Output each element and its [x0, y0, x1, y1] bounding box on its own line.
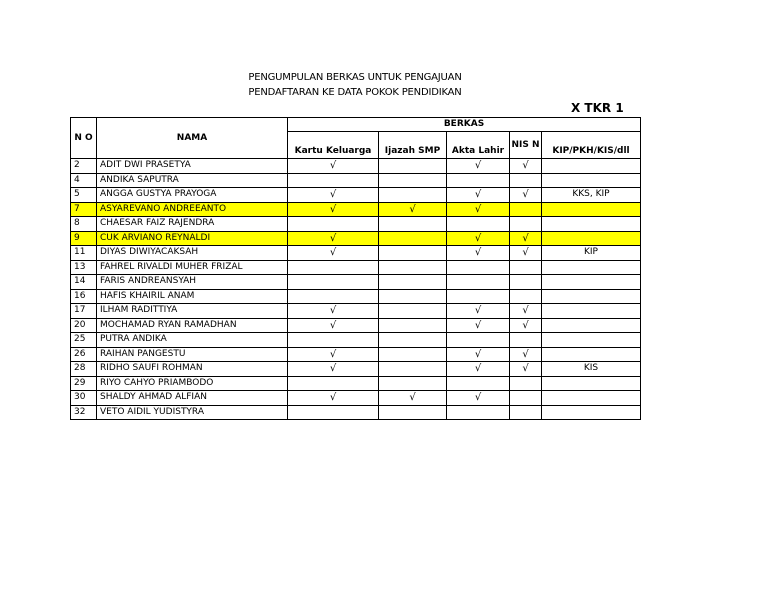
row-akta-lahir — [447, 391, 510, 406]
table-row — [71, 275, 641, 290]
row-kip — [542, 333, 641, 348]
row-no: 8 — [71, 217, 97, 232]
row-no: 26 — [71, 347, 97, 362]
row-nama: DIYAS DIWIYACAKSAH — [97, 246, 288, 261]
header-ijazah-smp: Ijazah SMP — [379, 132, 447, 159]
row-ijazah-smp — [379, 231, 447, 246]
class-label: X TKR 1 — [571, 101, 624, 115]
table-row — [71, 173, 641, 188]
row-nisn — [510, 202, 542, 217]
check-mark-icon: √ — [522, 319, 529, 331]
check-mark-icon: √ — [474, 392, 482, 404]
row-ijazah-smp — [379, 318, 447, 333]
table-row — [71, 289, 641, 304]
table-row — [71, 260, 641, 275]
row-no: 2 — [71, 159, 97, 174]
row-nisn — [510, 260, 542, 275]
row-no: 9 — [71, 231, 97, 246]
check-mark-icon: √ — [474, 319, 482, 331]
row-ijazah-smp — [379, 217, 447, 232]
row-akta-lahir — [447, 202, 510, 217]
header-nama: NAMA — [97, 118, 288, 159]
row-nama: ANGGA GUSTYA PRAYOGA — [97, 188, 288, 203]
check-mark-icon: √ — [522, 232, 529, 244]
row-akta-lahir — [447, 246, 510, 261]
row-nisn — [510, 217, 542, 232]
table-row — [71, 188, 641, 203]
row-akta-lahir — [447, 231, 510, 246]
table-row — [71, 376, 641, 391]
row-ijazah-smp — [379, 376, 447, 391]
row-ijazah-smp — [379, 405, 447, 420]
row-nama: ASYAREVANO ANDREEANTO — [97, 202, 288, 217]
row-nama: ADIT DWI PRASETYA — [97, 159, 288, 174]
check-mark-icon: √ — [474, 232, 482, 244]
row-nama: MOCHAMAD RYAN RAMADHAN — [97, 318, 288, 333]
row-nama: PUTRA ANDIKA — [97, 333, 288, 348]
row-kartu-keluarga — [288, 231, 379, 246]
row-akta-lahir — [447, 188, 510, 203]
row-nama: FARIS ANDREANSYAH — [97, 275, 288, 290]
row-nama: CUK ARVIANO REYNALDI — [97, 231, 288, 246]
row-kartu-keluarga — [288, 188, 379, 203]
row-kip — [542, 275, 641, 290]
table-row — [71, 347, 641, 362]
row-nisn — [510, 246, 542, 261]
row-nisn — [510, 275, 542, 290]
row-no: 5 — [71, 188, 97, 203]
check-mark-icon: √ — [474, 203, 482, 215]
header-berkas: BERKAS — [288, 118, 641, 132]
check-mark-icon: √ — [474, 305, 482, 317]
row-nama: RIYO CAHYO PRIAMBODO — [97, 376, 288, 391]
row-akta-lahir — [447, 362, 510, 377]
row-no: 25 — [71, 333, 97, 348]
row-kartu-keluarga — [288, 347, 379, 362]
check-mark-icon: √ — [329, 305, 337, 317]
table-row — [71, 362, 641, 377]
row-akta-lahir — [447, 333, 510, 348]
check-mark-icon: √ — [409, 203, 416, 215]
row-nama: SHALDY AHMAD ALFIAN — [97, 391, 288, 406]
check-mark-icon: √ — [329, 363, 337, 375]
row-no: 30 — [71, 391, 97, 406]
check-mark-icon: √ — [329, 232, 337, 244]
row-no: 28 — [71, 362, 97, 377]
row-nisn — [510, 173, 542, 188]
row-kip — [542, 405, 641, 420]
row-kip — [542, 159, 641, 174]
table-row — [71, 391, 641, 406]
row-ijazah-smp — [379, 246, 447, 261]
row-nisn — [510, 289, 542, 304]
check-mark-icon: √ — [329, 160, 337, 172]
row-no: 13 — [71, 260, 97, 275]
table-row — [71, 246, 641, 261]
row-nama: HAFIS KHAIRIL ANAM — [97, 289, 288, 304]
row-akta-lahir — [447, 376, 510, 391]
row-kartu-keluarga — [288, 289, 379, 304]
table-row — [71, 318, 641, 333]
row-kartu-keluarga — [288, 159, 379, 174]
row-kartu-keluarga — [288, 376, 379, 391]
row-nama: FAHREL RIVALDI MUHER FRIZAL — [97, 260, 288, 275]
row-ijazah-smp — [379, 391, 447, 406]
row-nisn — [510, 362, 542, 377]
header-kartu-keluarga: Kartu Keluarga — [288, 132, 379, 159]
row-ijazah-smp — [379, 188, 447, 203]
header-akta-lahir: Akta Lahir — [447, 132, 510, 159]
row-kartu-keluarga — [288, 362, 379, 377]
row-kartu-keluarga — [288, 405, 379, 420]
row-no: 29 — [71, 376, 97, 391]
row-ijazah-smp — [379, 347, 447, 362]
row-nisn — [510, 376, 542, 391]
row-kip — [542, 217, 641, 232]
row-no: 32 — [71, 405, 97, 420]
row-nisn — [510, 159, 542, 174]
check-mark-icon: √ — [329, 189, 337, 201]
table-row — [71, 159, 641, 174]
row-kartu-keluarga — [288, 333, 379, 348]
row-akta-lahir — [447, 318, 510, 333]
row-nama: CHAESAR FAIZ RAJENDRA — [97, 217, 288, 232]
row-akta-lahir — [447, 159, 510, 174]
row-nama: ILHAM RADITTIYA — [97, 304, 288, 319]
row-kartu-keluarga — [288, 202, 379, 217]
row-ijazah-smp — [379, 260, 447, 275]
check-mark-icon: √ — [329, 392, 337, 404]
check-mark-icon: √ — [474, 348, 482, 360]
row-ijazah-smp — [379, 304, 447, 319]
row-kartu-keluarga — [288, 217, 379, 232]
row-akta-lahir — [447, 304, 510, 319]
check-mark-icon: √ — [329, 247, 337, 259]
row-no: 7 — [71, 202, 97, 217]
check-mark-icon: √ — [474, 247, 482, 259]
row-no: 4 — [71, 173, 97, 188]
check-mark-icon: √ — [474, 160, 482, 172]
row-akta-lahir — [447, 347, 510, 362]
row-kip — [542, 347, 641, 362]
row-akta-lahir — [447, 260, 510, 275]
row-no: 14 — [71, 275, 97, 290]
row-kip: KIP — [542, 246, 641, 261]
check-mark-icon: √ — [522, 305, 529, 317]
row-kip — [542, 260, 641, 275]
row-kip — [542, 173, 641, 188]
row-no: 16 — [71, 289, 97, 304]
check-mark-icon: √ — [522, 247, 529, 259]
row-kip: KIS — [542, 362, 641, 377]
document-title-line1: PENGUMPULAN BERKAS UNTUK PENGAJUAN — [248, 72, 462, 83]
header-kip-pkh-kis: KIP/PKH/KIS/dll — [542, 132, 641, 159]
row-kartu-keluarga — [288, 304, 379, 319]
row-nama: ANDIKA SAPUTRA — [97, 173, 288, 188]
row-kip — [542, 391, 641, 406]
check-mark-icon: √ — [522, 348, 529, 360]
row-ijazah-smp — [379, 159, 447, 174]
row-ijazah-smp — [379, 275, 447, 290]
row-kartu-keluarga — [288, 173, 379, 188]
row-ijazah-smp — [379, 362, 447, 377]
table-row — [71, 333, 641, 348]
row-ijazah-smp — [379, 173, 447, 188]
row-nama: RIDHO SAUFI ROHMAN — [97, 362, 288, 377]
row-nisn — [510, 231, 542, 246]
row-kip — [542, 202, 641, 217]
row-kip — [542, 304, 641, 319]
row-kip — [542, 289, 641, 304]
row-kip: KKS, KIP — [542, 188, 641, 203]
row-nama: RAIHAN PANGESTU — [97, 347, 288, 362]
check-mark-icon: √ — [329, 319, 337, 331]
row-nisn — [510, 304, 542, 319]
check-mark-icon: √ — [409, 392, 416, 404]
row-no: 17 — [71, 304, 97, 319]
row-no: 20 — [71, 318, 97, 333]
row-kip — [542, 231, 641, 246]
table-row — [71, 304, 641, 319]
row-ijazah-smp — [379, 202, 447, 217]
check-mark-icon: √ — [329, 348, 337, 360]
row-nisn — [510, 333, 542, 348]
check-mark-icon: √ — [329, 203, 337, 215]
row-nisn — [510, 405, 542, 420]
row-kartu-keluarga — [288, 318, 379, 333]
table-row — [71, 231, 641, 246]
header-nisn: NIS N — [510, 132, 542, 159]
row-ijazah-smp — [379, 289, 447, 304]
row-kip — [542, 376, 641, 391]
row-ijazah-smp — [379, 333, 447, 348]
row-nisn — [510, 391, 542, 406]
row-akta-lahir — [447, 217, 510, 232]
table-row — [71, 202, 641, 217]
row-kartu-keluarga — [288, 275, 379, 290]
check-mark-icon: √ — [522, 160, 529, 172]
row-akta-lahir — [447, 173, 510, 188]
row-akta-lahir — [447, 275, 510, 290]
check-mark-icon: √ — [522, 189, 529, 201]
row-kip — [542, 318, 641, 333]
row-nama: VETO AIDIL YUDISTYRA — [97, 405, 288, 420]
header-no: N O — [71, 118, 97, 159]
check-mark-icon: √ — [474, 363, 482, 375]
table-row — [71, 217, 641, 232]
berkas-table — [70, 117, 641, 420]
table-body — [71, 159, 641, 420]
check-mark-icon: √ — [474, 189, 482, 201]
table-row — [71, 405, 641, 420]
row-akta-lahir — [447, 405, 510, 420]
row-kartu-keluarga — [288, 391, 379, 406]
row-nisn — [510, 347, 542, 362]
check-mark-icon: √ — [522, 363, 529, 375]
row-no: 11 — [71, 246, 97, 261]
row-kartu-keluarga — [288, 246, 379, 261]
row-kartu-keluarga — [288, 260, 379, 275]
row-akta-lahir — [447, 289, 510, 304]
document-title-line2: PENDAFTARAN KE DATA POKOK PENDIDIKAN — [248, 87, 462, 98]
row-nisn — [510, 188, 542, 203]
row-nisn — [510, 318, 542, 333]
